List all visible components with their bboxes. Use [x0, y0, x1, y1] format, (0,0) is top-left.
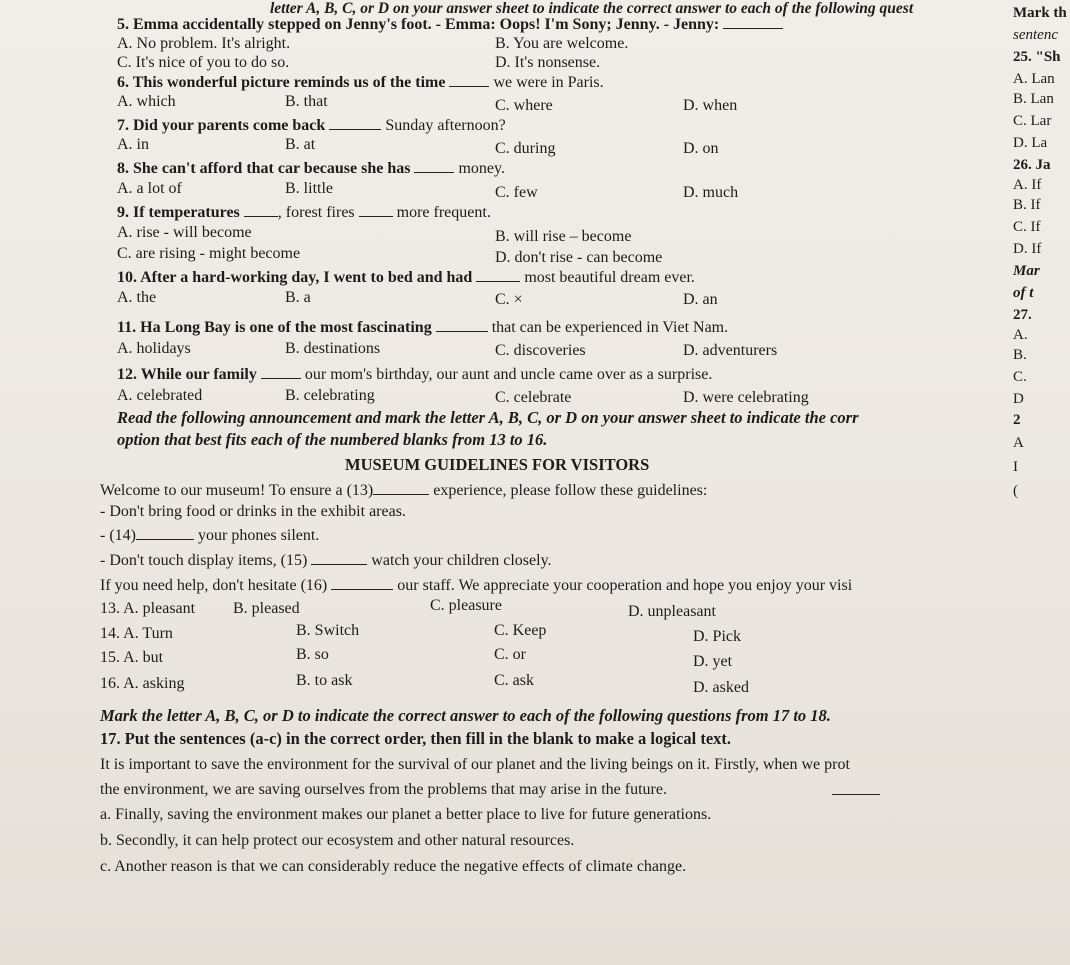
- q5-option-d: D. It's nonsense.: [495, 54, 601, 71]
- right-col-15: A.: [1013, 327, 1028, 343]
- q6-option-d: D. when: [683, 97, 738, 114]
- q5-option-c: C. It's nice of you to do so.: [117, 54, 290, 71]
- q6-option-a: A. which: [117, 93, 176, 110]
- q11-option-d: D. adventurers: [683, 342, 778, 359]
- right-col-21: I: [1013, 459, 1018, 475]
- q16-option-c: C. ask: [494, 672, 534, 689]
- q8-option-c: C. few: [495, 184, 538, 201]
- right-col-2: 25. "Sh: [1013, 49, 1061, 65]
- q12-option-b: B. celebrating: [285, 387, 375, 404]
- q16-option-b: B. to ask: [296, 672, 353, 689]
- right-col-16: B.: [1013, 347, 1027, 363]
- q12-option-c: C. celebrate: [495, 389, 572, 406]
- right-col-18: D: [1013, 391, 1024, 407]
- announcement-line3: - (14) your phones silent.: [100, 527, 320, 544]
- q12-option-d: D. were celebrating: [683, 389, 809, 406]
- q6-option-c: C. where: [495, 97, 553, 114]
- q7-option-a: A. in: [117, 136, 149, 153]
- q11-option-a: A. holidays: [117, 340, 191, 357]
- announcement-line5: If you need help, don't hesitate (16) our staff. We appreciate your cooperation and hope you enjoy your visi: [100, 577, 853, 594]
- q17-stem: 17. Put the sentences (a-c) in the correct order, then fill in the blank to make a logical text.: [100, 729, 732, 748]
- q8-stem: 8. She can't afford that car because she has money.: [117, 160, 505, 177]
- q10-stem: 10. After a hard-working day, I went to bed and had most beautiful dream ever.: [117, 269, 695, 286]
- q10-option-a: A. the: [117, 289, 157, 306]
- announcement-line1: Welcome to our museum! To ensure a (13) experience, please follow these guidelines:: [100, 482, 708, 499]
- top-instruction: letter A, B, C, or D on your answer sheet to indicate the correct answer to each of the following quest: [270, 0, 914, 17]
- announcement-line4: - Don't touch display items, (15) watch your children closely.: [100, 552, 552, 569]
- q11-stem: 11. Ha Long Bay is one of the most fascinating that can be experienced in Viet Nam.: [117, 319, 729, 336]
- right-col-14: 27.: [1013, 307, 1032, 323]
- q7-stem: 7. Did your parents come back Sunday afternoon?: [117, 117, 506, 134]
- q15-option-c: C. or: [494, 646, 526, 663]
- q13-option-d: D. unpleasant: [628, 603, 716, 620]
- right-col-7: 26. Ja: [1013, 157, 1051, 173]
- right-col-12: Mar: [1013, 263, 1040, 279]
- ordering-paragraph-line1: It is important to save the environment for the survival of our planet and the living beings on it. Firstly, when we prot: [100, 756, 850, 773]
- q9-option-d: D. don't rise - can become: [495, 249, 663, 266]
- reading-instruction-line1: Read the following announcement and mark the letter A, B, C, or D on your answer sheet to indicate the corr: [117, 408, 859, 427]
- right-col-22: (: [1013, 483, 1018, 499]
- q12-option-a: A. celebrated: [117, 387, 203, 404]
- right-col-6: D. La: [1013, 135, 1048, 151]
- q10-option-b: B. a: [285, 289, 311, 306]
- q13-option-b: B. pleased: [233, 600, 300, 617]
- right-col-0: Mark th: [1013, 5, 1067, 21]
- q11-option-c: C. discoveries: [495, 342, 586, 359]
- q7-option-d: D. on: [683, 140, 719, 157]
- right-col-5: C. Lar: [1013, 113, 1052, 129]
- q8-option-d: D. much: [683, 184, 739, 201]
- q6-stem: 6. This wonderful picture reminds us of the time we were in Paris.: [117, 74, 604, 91]
- right-col-3: A. Lan: [1013, 71, 1055, 87]
- q16-option-d: D. asked: [693, 679, 749, 696]
- q8-option-a: A. a lot of: [117, 180, 182, 197]
- sentence-c: c. Another reason is that we can considerably reduce the negative effects of climate change.: [100, 858, 687, 875]
- reading-instruction-line2: option that best fits each of the numbered blanks from 13 to 16.: [117, 430, 548, 449]
- right-col-20: A: [1013, 435, 1024, 451]
- q5-option-a: A. No problem. It's alright.: [117, 35, 291, 52]
- right-col-10: C. If: [1013, 219, 1041, 235]
- q15-option-d: D. yet: [693, 653, 733, 670]
- q9-option-b: B. will rise – become: [495, 228, 632, 245]
- right-col-17: C.: [1013, 369, 1027, 385]
- right-col-4: B. Lan: [1013, 91, 1054, 107]
- q9-option-c: C. are rising - might become: [117, 245, 301, 262]
- q10-option-c: C. ×: [495, 291, 523, 308]
- q15-option-b: B. so: [296, 646, 329, 663]
- q5-stem: 5. Emma accidentally stepped on Jenny's foot. - Emma: Oops! I'm Sony; Jenny. - Jenny:: [117, 16, 783, 34]
- q14-option-b: B. Switch: [296, 622, 360, 639]
- right-col-1: sentenc: [1013, 27, 1058, 43]
- sentence-a: a. Finally, saving the environment makes our planet a better place to live for future generations.: [100, 806, 712, 823]
- right-col-9: B. If: [1013, 197, 1041, 213]
- ordering-instruction: Mark the letter A, B, C, or D to indicate the correct answer to each of the following questions from 17 to 18.: [100, 706, 831, 725]
- q7-option-b: B. at: [285, 136, 316, 153]
- q16-option-a: 16. A. asking: [100, 675, 185, 692]
- q11-option-b: B. destinations: [285, 340, 381, 357]
- q6-option-b: B. that: [285, 93, 328, 110]
- q8-option-b: B. little: [285, 180, 333, 197]
- q15-option-a: 15. A. but: [100, 649, 164, 666]
- sentence-b: b. Secondly, it can help protect our ecosystem and other natural resources.: [100, 832, 575, 849]
- q13-option-a: 13. A. pleasant: [100, 600, 196, 617]
- q13-option-c: C. pleasure: [430, 597, 502, 614]
- q14-option-c: C. Keep: [494, 622, 547, 639]
- q9-stem: 9. If temperatures , forest fires more frequent.: [117, 204, 491, 221]
- q14-option-d: D. Pick: [693, 628, 741, 645]
- q17-answer-blank: [832, 782, 880, 800]
- q9-option-a: A. rise - will become: [117, 224, 252, 241]
- announcement-title: MUSEUM GUIDELINES FOR VISITORS: [345, 455, 650, 474]
- right-col-13: of t: [1013, 285, 1034, 301]
- q7-option-c: C. during: [495, 140, 556, 157]
- right-col-11: D. If: [1013, 241, 1042, 257]
- announcement-line2: - Don't bring food or drinks in the exhibit areas.: [100, 503, 406, 520]
- q14-option-a: 14. A. Turn: [100, 625, 173, 642]
- q10-option-d: D. an: [683, 291, 718, 308]
- q5-option-b: B. You are welcome.: [495, 35, 629, 52]
- right-col-8: A. If: [1013, 177, 1042, 193]
- ordering-paragraph-line2: the environment, we are saving ourselves from the problems that may arise in the future.: [100, 781, 667, 798]
- q12-stem: 12. While our family our mom's birthday, our aunt and uncle came over as a surprise.: [117, 366, 713, 383]
- right-col-19: 2: [1013, 412, 1021, 428]
